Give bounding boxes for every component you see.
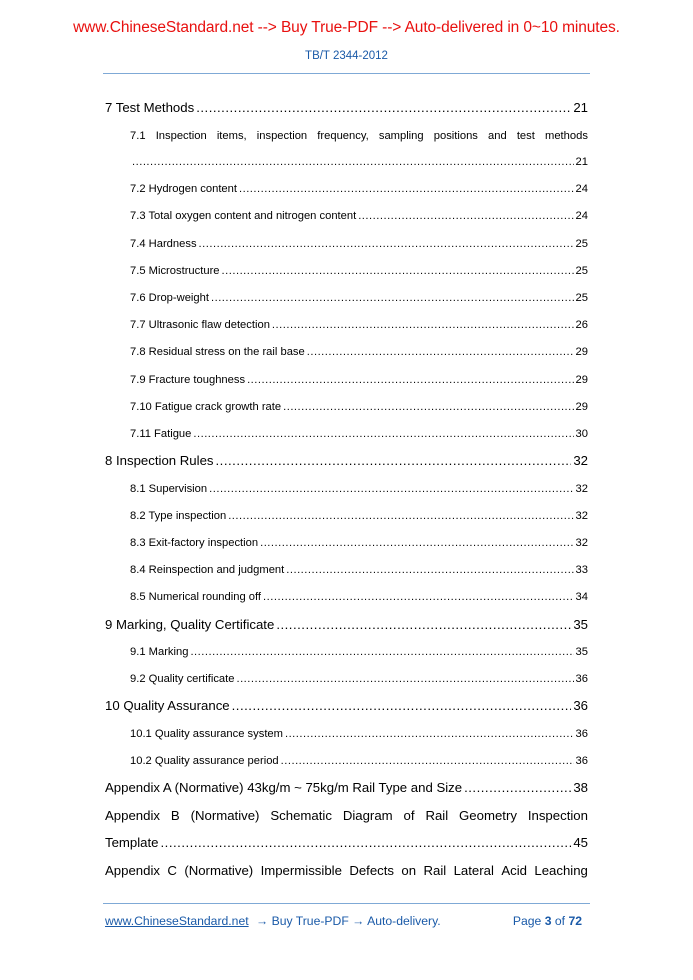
- toc-word: and: [488, 129, 507, 142]
- toc-page-number: 36: [573, 698, 588, 714]
- toc-page-number: 32: [575, 482, 588, 495]
- toc-label-line: [105, 806, 588, 834]
- total-pages: 72: [568, 914, 582, 928]
- toc-word: of: [403, 807, 415, 823]
- toc-page-number: 30: [575, 427, 588, 440]
- toc-leader: [307, 342, 574, 362]
- of-word: of: [554, 914, 566, 928]
- toc-page-number: 25: [575, 237, 588, 250]
- toc-label: 8.2 Type inspection: [130, 509, 227, 522]
- toc-page-number: 45: [573, 835, 588, 851]
- toc-leader: [209, 479, 573, 499]
- toc-label: 7.3 Total oxygen content and nitrogen content: [130, 210, 357, 223]
- toc-entry-9-2[interactable]: [105, 669, 588, 696]
- toc-label: 9 Marking, Quality Certificate: [105, 616, 275, 632]
- toc-entry-8-4[interactable]: [105, 560, 588, 587]
- toc-entry-7-3[interactable]: [105, 206, 588, 233]
- toc-leader: [211, 288, 574, 308]
- toc-label: 8.3 Exit-factory inspection: [130, 536, 259, 549]
- toc-word: C: [167, 862, 177, 878]
- toc-word: Geometry: [459, 807, 517, 823]
- banner-text[interactable]: www.ChineseStandard.net --> Buy True-PDF --> Auto-delivered in 0~10 minutes.: [73, 19, 620, 36]
- toc-entry-7-6[interactable]: [105, 288, 588, 315]
- toc-leader: [236, 669, 573, 689]
- toc-continuation-line: [105, 833, 588, 861]
- toc-entry-8[interactable]: [105, 451, 588, 479]
- toc-page-number: 26: [575, 319, 588, 332]
- toc-word: frequency,: [317, 129, 369, 142]
- toc-leader: [216, 451, 572, 471]
- toc-leader: [232, 696, 572, 716]
- footer-tagline: → Buy True-PDF → Auto-delivery.: [256, 914, 441, 928]
- toc-entry-7-11[interactable]: [105, 424, 588, 451]
- page-word: Page: [512, 914, 542, 928]
- toc-label: 8.5 Numerical rounding off: [130, 591, 262, 604]
- toc-leader: [247, 370, 573, 390]
- toc-leader: [228, 506, 573, 526]
- toc-page-number: 32: [575, 509, 588, 522]
- toc-label: 7.7 Ultrasonic flaw detection: [130, 319, 270, 332]
- toc-label: 7.11 Fatigue: [130, 427, 192, 440]
- toc-leader: [196, 98, 571, 118]
- toc-word: Appendix: [105, 807, 160, 823]
- toc-label: 7.2 Hydrogen content: [130, 183, 237, 196]
- toc-page-number: 33: [575, 564, 588, 577]
- toc-word: methods: [545, 129, 588, 142]
- toc-continuation-line: [105, 152, 588, 179]
- toc-page-number: 29: [575, 373, 588, 386]
- toc-word: Rail: [425, 807, 449, 823]
- table-of-contents: [105, 98, 588, 888]
- toc-entry-7-5[interactable]: [105, 261, 588, 288]
- toc-word: Inspection: [155, 129, 207, 142]
- toc-word: (Normative): [184, 862, 254, 878]
- toc-word: sampling: [378, 129, 424, 142]
- toc-page-number: 24: [575, 210, 588, 223]
- toc-entry-appendix-a[interactable]: [105, 778, 588, 806]
- toc-page-number: 25: [575, 264, 588, 277]
- toc-word: (Normative): [190, 807, 260, 823]
- toc-word: Appendix: [105, 862, 160, 878]
- toc-label: 7.5 Microstructure: [130, 264, 220, 277]
- toc-leader: [285, 724, 574, 744]
- toc-entry-7-8[interactable]: [105, 342, 588, 369]
- footer-divider: [103, 903, 590, 904]
- toc-entry-8-5[interactable]: [105, 587, 588, 614]
- toc-entry-7-2[interactable]: [105, 179, 588, 206]
- toc-label: 7.8 Residual stress on the rail base: [130, 346, 305, 359]
- toc-page-number: 35: [573, 616, 588, 632]
- page-indicator: [513, 914, 582, 928]
- toc-page-number: 25: [575, 291, 588, 304]
- toc-word: Rail: [423, 862, 447, 878]
- toc-label: 9.1 Marking: [130, 646, 189, 658]
- toc-label: 8.4 Reinspection and judgment: [130, 564, 285, 577]
- toc-page-number: 34: [575, 591, 588, 604]
- toc-leader: [260, 533, 573, 553]
- toc-label: 7.9 Fracture toughness: [130, 373, 246, 386]
- toc-entry-7-9[interactable]: [105, 370, 588, 397]
- toc-label-line: [105, 861, 588, 889]
- toc-leader: [358, 206, 573, 226]
- toc-page-number: 32: [573, 453, 588, 469]
- toc-word: Lateral: [453, 862, 494, 878]
- toc-leader: [281, 751, 574, 771]
- toc-word: Diagram: [342, 807, 393, 823]
- toc-word: inspection: [256, 129, 308, 142]
- toc-leader: [283, 397, 573, 417]
- toc-word: Schematic: [270, 807, 332, 823]
- toc-word: test: [516, 129, 535, 142]
- toc-page-number: 32: [575, 536, 588, 549]
- toc-entry-appendix-c[interactable]: [105, 861, 588, 889]
- toc-label: 7.4 Hardness: [130, 237, 197, 250]
- toc-entry-9-1[interactable]: [105, 642, 588, 669]
- toc-label: 10 Quality Assurance: [105, 698, 230, 714]
- toc-label: Appendix A (Normative) 43kg/m ~ 75kg/m Rail Type and Size: [105, 780, 463, 796]
- toc-leader: [132, 152, 574, 172]
- toc-leader: [193, 424, 573, 444]
- toc-leader: [272, 315, 574, 335]
- toc-label: 8 Inspection Rules: [105, 453, 214, 469]
- toc-entry-7-10[interactable]: [105, 397, 588, 424]
- toc-page-number: 21: [573, 100, 588, 115]
- toc-word: on: [401, 862, 417, 878]
- toc-entry-10-2[interactable]: [105, 751, 588, 778]
- toc-word: Leaching: [534, 862, 588, 878]
- toc-page-number: 36: [575, 673, 588, 686]
- toc-label: 10.1 Quality assurance system: [130, 727, 283, 740]
- toc-entry-8-2[interactable]: [105, 506, 588, 533]
- toc-entry-8-1[interactable]: [105, 479, 588, 506]
- toc-word: Acid: [501, 862, 527, 878]
- current-page-number: 3: [544, 914, 552, 928]
- toc-entry-7[interactable]: [105, 98, 588, 126]
- toc-entry-9[interactable]: [105, 615, 588, 643]
- toc-page-number: 21: [575, 156, 588, 168]
- toc-word: Defects: [349, 862, 395, 878]
- toc-leader: [161, 833, 572, 853]
- footer-website-link[interactable]: www.ChineseStandard.net: [105, 914, 249, 928]
- toc-word: positions: [433, 129, 478, 142]
- toc-leader: [263, 587, 574, 607]
- toc-word: 7.1: [130, 129, 146, 142]
- toc-page-number: 38: [573, 780, 588, 796]
- toc-word: Impermissible: [260, 862, 342, 878]
- toc-entry-10[interactable]: [105, 696, 588, 724]
- toc-leader: [239, 179, 574, 199]
- toc-entry-8-3[interactable]: [105, 533, 588, 560]
- toc-page-number: 35: [575, 646, 588, 658]
- toc-page-number: 36: [575, 755, 588, 768]
- toc-leader: [190, 642, 573, 662]
- toc-label: 10.2 Quality assurance period: [130, 755, 279, 768]
- toc-label: 7.6 Drop-weight: [130, 291, 209, 304]
- header-divider: [103, 73, 590, 74]
- toc-entry-appendix-b[interactable]: [105, 806, 588, 861]
- toc-page-number: 29: [575, 346, 588, 359]
- toc-leader: [276, 615, 571, 635]
- toc-entry-7-1[interactable]: [105, 126, 588, 180]
- toc-page-number: 36: [575, 727, 588, 740]
- toc-entry-7-7[interactable]: [105, 315, 588, 342]
- toc-label: Template: [105, 835, 159, 851]
- toc-page-number: 24: [575, 183, 588, 196]
- toc-label: 7.10 Fatigue crack growth rate: [130, 400, 282, 413]
- toc-label-line: [105, 126, 588, 153]
- toc-entry-7-4[interactable]: [105, 234, 588, 261]
- document-code: TB/T 2344-2012: [305, 50, 388, 62]
- toc-label: 8.1 Supervision: [130, 482, 208, 495]
- toc-leader: [222, 261, 574, 281]
- toc-word: items,: [216, 129, 247, 142]
- toc-word: B: [170, 807, 180, 823]
- toc-leader: [286, 560, 573, 580]
- toc-word: Inspection: [527, 807, 588, 823]
- toc-label: 7 Test Methods: [105, 100, 195, 115]
- toc-leader: [464, 778, 571, 798]
- toc-entry-10-1[interactable]: [105, 724, 588, 751]
- toc-page-number: 29: [575, 400, 588, 413]
- toc-leader: [199, 234, 574, 254]
- toc-label: 9.2 Quality certificate: [130, 673, 235, 686]
